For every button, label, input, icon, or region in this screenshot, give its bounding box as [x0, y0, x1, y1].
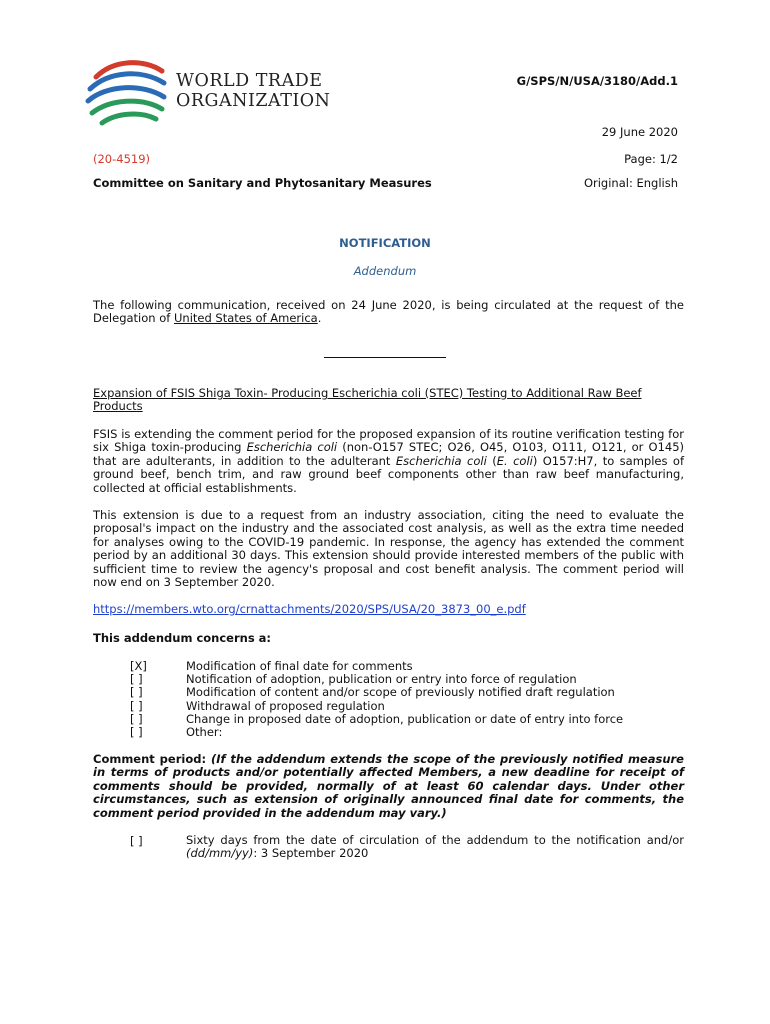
page-number: Page: 1/2 [624, 152, 678, 166]
p1-text-c: (non-O157 STEC; O26, O45, O103, O111, O121, or O145) that are adulterants, in addition to the adulterant [93, 440, 685, 468]
concerns-title: This addendum concerns a: [93, 631, 272, 645]
separator-line [324, 357, 446, 358]
p1-text-a: FSIS is extending the comment period for the proposed expansion of its routine verification testing for six Shiga toxin-producing [93, 427, 684, 455]
option-mark[interactable]: [ ] [130, 699, 143, 713]
body-paragraph-1 [93, 428, 684, 495]
p1-text-e: ( [486, 453, 497, 468]
document-reference: (20-4519) [93, 152, 151, 166]
attachment-link[interactable]: https://members.wto.org/crnattachments/2020/SPS/USA/20_3873_00_e.pdf [93, 602, 526, 616]
intro-country: United States of America [173, 311, 318, 326]
intro-paragraph [93, 299, 684, 326]
body-heading: Expansion of FSIS Shiga Toxin- Producing Escherichia coli (STEC) Testing to Additional Raw Beef Products [93, 386, 642, 414]
comment-period-text: (If the addendum extends the scope of the previously notified measure in terms of products and/or potentially affected Members, a new deadline for receipt of comments should be provided, normally of at least 60 calendar days. Under other circumstances, such as extension of originally announced final date for comments, the comment period provided in the addendum may vary.) [93, 752, 684, 820]
document-symbol: G/SPS/N/USA/3180/Add.1 [516, 74, 678, 88]
option-mark[interactable]: [X] [130, 659, 147, 673]
option-mark[interactable]: [ ] [130, 685, 143, 699]
notification-subtitle: Addendum [353, 264, 417, 278]
wto-logo [84, 55, 344, 130]
p1-italic-f: E. coli [496, 453, 533, 468]
org-name-line2: ORGANIZATION [176, 91, 331, 111]
intro-end: . [317, 311, 322, 326]
option-mark[interactable]: [ ] [130, 672, 143, 686]
comment-option-body: Sixty days from the date of circulation of the addendum to the notification and/or [186, 833, 684, 847]
option-label: Modification of final date for comments [186, 659, 413, 673]
option-mark[interactable]: [ ] [130, 725, 143, 739]
p1-text-g: ) O157:H7, to samples of ground beef, bench trim, and raw ground beef components other than raw beef manufacturing, collected at official establishments. [93, 453, 684, 495]
option-label: Notification of adoption, publication or entry into force of regulation [186, 672, 577, 686]
org-name-line1: WORLD TRADE [176, 71, 323, 91]
option-label: Other: [186, 725, 223, 739]
document-date: 29 June 2020 [601, 125, 678, 139]
option-label: Withdrawal of proposed regulation [186, 699, 385, 713]
comment-option-format: (dd/mm/yy) [186, 846, 254, 861]
option-label: Modification of content and/or scope of previously notified draft regulation [186, 685, 615, 699]
comment-option-mark[interactable]: [ ] [130, 834, 143, 848]
p1-italic-d: Escherichia coli [395, 453, 487, 468]
committee-name: Committee on Sanitary and Phytosanitary Measures [93, 176, 432, 190]
attachment-link-row [93, 603, 684, 616]
option-label: Change in proposed date of adoption, publication or date of entry into force [186, 712, 624, 726]
p1-italic-b: Escherichia coli [246, 440, 338, 455]
option-mark[interactable]: [ ] [130, 712, 143, 726]
comment-option-value: : 3 September 2020 [253, 846, 369, 861]
intro-text: The following communication, received on 24 June 2020, is being circulated at the request of the Delegation of [93, 298, 684, 326]
comment-option-text [186, 834, 684, 861]
comment-period-label: Comment period: [93, 752, 211, 766]
comment-period-paragraph [93, 753, 684, 820]
original-language: Original: English [583, 176, 678, 190]
wto-logo-text [176, 71, 330, 111]
body-paragraph-2: This extension is due to a request from an industry association, citing the need to evaluate the proposal's impact on the industry and the associated cost analysis, as well as the extra time needed for analyses owing to the COVID-19 pandemic. In response, the agency has extended the comment period by an additional 30 days. This extension should provide interested members of the public with sufficient time to review the agency's proposal and cost benefit analysis. The comment period will now end on 3 September 2020. [93, 508, 684, 590]
wto-globe-icon [84, 55, 174, 130]
notification-title: NOTIFICATION [339, 236, 431, 250]
